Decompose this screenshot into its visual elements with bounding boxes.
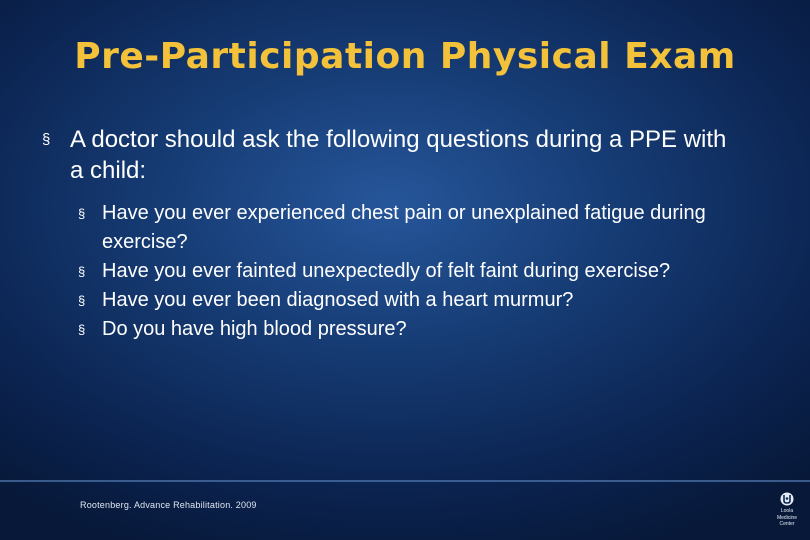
slide-title: Pre-Participation Physical Exam: [74, 36, 736, 77]
question-item: [78, 199, 718, 257]
citation: Rootenberg. Advance Rehabilitation. 2009: [80, 500, 257, 510]
question-item: [78, 315, 718, 344]
footer-divider: [0, 480, 810, 482]
main-bullet: [42, 124, 742, 186]
logo-text: [774, 508, 800, 528]
question-list: [78, 199, 718, 344]
bullet-marker: §: [78, 293, 86, 308]
question-text: Have you ever fainted unexpectedly of felt faint during exercise?: [102, 260, 671, 282]
question-text: Have you ever experienced chest pain or unexplained fatigue during exercise?: [102, 202, 706, 253]
bullet-marker: §: [78, 264, 86, 279]
question-text: Have you ever been diagnosed with a heart murmur?: [102, 289, 574, 311]
question-text: Do you have high blood pressure?: [102, 318, 407, 340]
question-item: [78, 257, 718, 286]
main-bullet-text: A doctor should ask the following questions during a PPE with a child:: [70, 126, 727, 184]
logo-text-line: Medicine: [776, 514, 797, 521]
main-bullet-list: [42, 124, 742, 186]
bullet-marker: §: [78, 322, 86, 337]
logo-text-line: Center: [779, 521, 795, 527]
bullet-marker: §: [42, 131, 51, 148]
logo-text-line: Loola: [780, 508, 794, 514]
question-item: [78, 286, 718, 315]
bullet-marker: §: [78, 206, 86, 221]
institution-logo: [774, 490, 800, 536]
institution-logo-icon: [780, 492, 794, 506]
